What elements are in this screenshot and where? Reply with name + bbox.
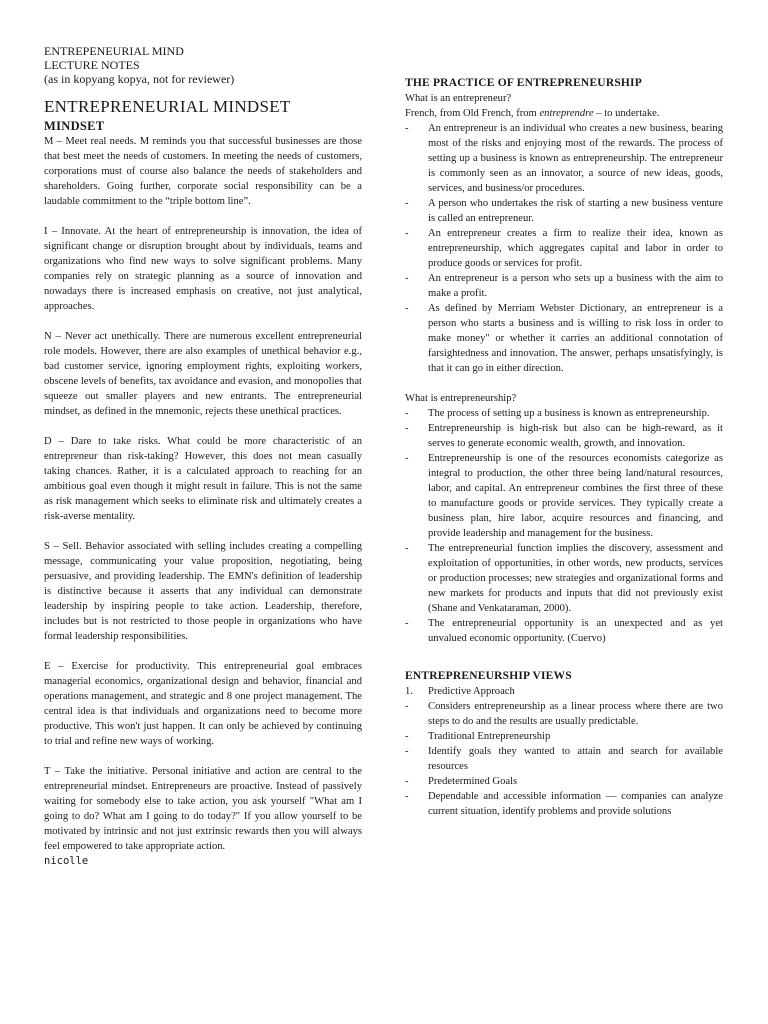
- list-item: - Entrepreneurship is one of the resources economists categorize as integral to production, the other three being land/natural resources, labor, and capital. An entrepreneur combines the first three of these to manufacture goods or provide services. They typically create a business plan, hire labor, acquire resources and financing, and provide leadership and management for the business.: [405, 453, 723, 539]
- header-line-3: (as in kopyang kopya, not for reviewer): [44, 72, 235, 86]
- list-item: - Identify goals they wanted to attain and search for available resources: [405, 746, 723, 772]
- mindset-paragraph-n: N – Never act unethically. There are numerous excellent entrepreneurial role models. However, there are also examples of unethical behavior e.g., bad customer service, ignoring employment rights, exploiting workers, obscene levels of benefits, tax avoidance and evasion, and monopolies that squeeze out smaller players and new entrants. The entrepreneurial mindset, as defined in the mnemonic, rejects these unethical practices.: [44, 331, 362, 417]
- list-item: - The entrepreneurial opportunity is an unexpected and as yet unvalued economic opportunity. (Cuervo): [405, 618, 723, 644]
- list-item: - An entrepreneur is a person who sets up a business with the aim to make a profit.: [405, 273, 723, 299]
- mindset-paragraph-d: D – Dare to take risks. What could be more characteristic of an entrepreneur than risk-taking? However, this does not mean casually taking chances. Rather, it is a calculated approach to reaching for an ambitious goal even though it might result in failure. This is not the same as risk management which seeks to eliminate risk and ultimately creates a risk-averse mentality.: [44, 436, 362, 522]
- mindset-paragraph-m: M – Meet real needs. M reminds you that successful businesses are those that best meet the needs of customers. In meeting the needs of customers, corporations must of course also balance the needs of stakeholders and shareholders. Going further, corporate social responsibility can be a laudable commitment to the “triple bottom line”.: [44, 136, 362, 207]
- list-item: - An entrepreneur is an individual who creates a new business, bearing most of the risks and enjoying most of the rewards. The process of setting up a business is known as entrepreneurship. The entrepreneur is commonly seen as an innovator, a source of new ideas, goods, services, and business/or procedures.: [405, 123, 723, 194]
- header-line-1: ENTREPENEURIAL MIND: [44, 44, 184, 58]
- list-item: - An entrepreneur creates a firm to realize their idea, known as entrepreneurship, which aggregates capital and labor in order to produce goods or services for profit.: [405, 228, 723, 269]
- etymology-line: [405, 106, 723, 121]
- document-title: ENTREPRENEURIAL MINDSET: [44, 97, 291, 116]
- list-item: - Entrepreneurship is high-risk but also can be high-reward, as it serves to generate economic wealth, growth, and innovation.: [405, 423, 723, 449]
- views-section-title: ENTREPRENEURSHIP VIEWS: [405, 670, 572, 682]
- list-item: - The process of setting up a business is known as entrepreneurship.: [405, 408, 710, 419]
- etymology-word: entreprendre: [539, 108, 594, 119]
- list-item: - As defined by Merriam Webster Dictionary, an entrepreneur is a person who starts a business and is willing to risk loss in order to make money" or whether it carries an additional connotation of farsightedness and innovation. The answer, perhaps unsatisfyingly, is that it can go in either direction.: [405, 303, 723, 374]
- list-item: - The entrepreneurial function implies the discovery, assessment and exploitation of opportunities, in other words, new products, services or production processes; new strategies and organizational forms and new markets for products and inputs that did not previously exist (Shane and Venkataraman, 2000).: [405, 543, 723, 614]
- left-column: [44, 44, 362, 867]
- entrepreneurship-definition-list: [405, 406, 723, 646]
- list-item: - Considers entrepreneurship as a linear process where there are two steps to do and the results are usually predictable.: [405, 701, 723, 727]
- entrepreneurship-question: What is entrepreneurship?: [405, 393, 517, 404]
- mindset-paragraph-s: S – Sell. Behavior associated with selling includes creating a compelling message, communicating your value proposition, negotiating, being persuasive, and providing leadership. The EMN's definition of leadership is distinctive because it asserts that any individual can demonstrate leadership by inspiring people to take action. Leadership, therefore, includes but is not restricted to those people in organizations who have formal leadership responsibilities.: [44, 541, 362, 642]
- list-item: - Traditional Entrepreneurship: [405, 731, 551, 742]
- entrepreneur-definition-list: [405, 121, 723, 376]
- mindset-paragraph-e: E – Exercise for productivity. This entrepreneurial goal embraces managerial economics, organizational design and behavior, financial and operations management, and strategic and 8 one project management. The central idea is that individuals and organizations need to become more productive. This won't just happen. It can only be achieved by continuing to trial and refine new ways of working.: [44, 661, 362, 747]
- mindset-paragraph-i: I – Innovate. At the heart of entrepreneurship is innovation, the idea of significant change or disruption brought about by individuals, teams and organizations who find new ways to solve significant problems. Many companies rely on strategic planning as a source of innovation and nowadays there is increased emphasis on creative, not just analytical, approaches.: [44, 226, 362, 312]
- list-item: - A person who undertakes the risk of starting a new business venture is called an entrepreneur.: [405, 198, 723, 224]
- list-item: - Dependable and accessible information — companies can analyze current situation, identify problems and provide solutions: [405, 791, 723, 817]
- right-column: [405, 76, 723, 819]
- views-list: [405, 684, 723, 819]
- mindset-paragraph-t: T – Take the initiative. Personal initiative and action are central to the entrepreneurial mindset. Entrepreneurs are proactive. Instead of passively waiting for somebody else to take action, you ask yourself "What am I going to do? What am I going to do today?" If you allow yourself to be motivated by intrinsic and not just extrinsic rewards then you will always feel empowered to take appropriate action.: [44, 766, 362, 852]
- header-line-2: LECTURE NOTES: [44, 58, 140, 72]
- practice-question: What is an entrepreneur?: [405, 93, 512, 104]
- author-signature: nicolle: [44, 855, 89, 867]
- practice-section-title: THE PRACTICE OF ENTREPRENEURSHIP: [405, 77, 642, 89]
- etymology-prefix: French, from Old French, from: [405, 108, 540, 119]
- etymology-suffix: – to undertake.: [593, 108, 660, 119]
- section-subtitle: MINDSET: [44, 119, 105, 133]
- list-item: 1. Predictive Approach: [405, 686, 515, 697]
- list-item: - Predetermined Goals: [405, 776, 518, 787]
